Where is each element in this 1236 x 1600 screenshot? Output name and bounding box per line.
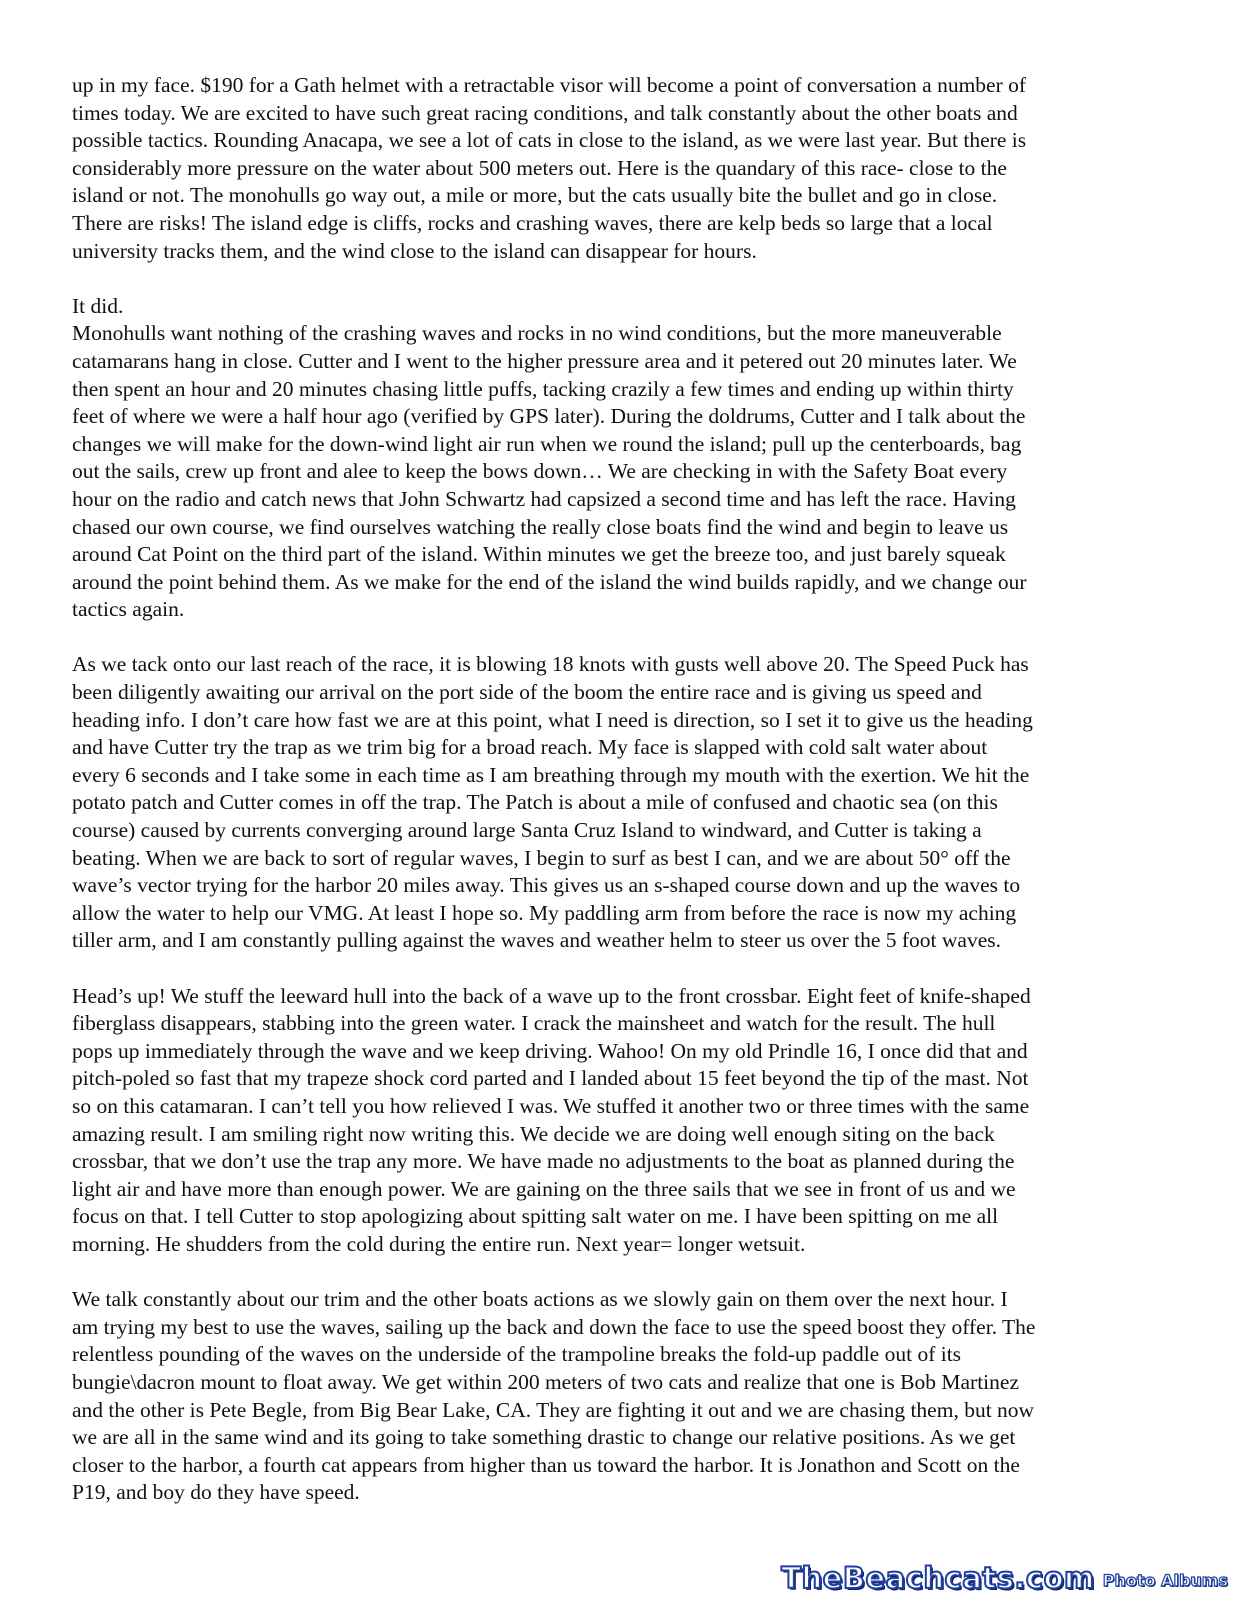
text-line: Monohulls want nothing of the crashing waves and rocks in no wind conditions, but the more maneuverable	[72, 321, 1002, 346]
text-line: course) caused by currents converging around large Santa Cruz Island to windward, and Cutter is taking a	[72, 818, 982, 843]
text-line: P19, and boy do they have speed.	[72, 1480, 360, 1505]
text-line: morning. He shudders from the cold during the entire run. Next year= longer wetsuit.	[72, 1231, 806, 1256]
text-line: hour on the radio and catch news that John Schwartz had capsized a second time and has left the race. Having	[72, 486, 1016, 511]
text-line: tactics again.	[72, 597, 185, 622]
text-line: relentless pounding of the waves on the underside of the trampoline breaks the fold-up paddle out of its	[72, 1342, 962, 1367]
text-line: catamarans hang in close. Cutter and I went to the higher pressure area and it petered out 20 minutes later. We	[72, 348, 1017, 373]
text-line: It did.	[72, 293, 124, 318]
text-line: out the sails, crew up front and alee to keep the bows down… We are checking in with the Safety Boat every	[72, 459, 1008, 484]
paragraph	[72, 1286, 1172, 1507]
text-line: chased our own course, we find ourselves watching the really close boats find the wind and begin to leave us	[72, 514, 1009, 539]
text-line: beating. When we are back to sort of regular waves, I begin to surf as best I can, and we are about 50° off the	[72, 845, 1011, 870]
text-line: focus on that. I tell Cutter to stop apologizing about spitting salt water on me. I have been spitting on me all	[72, 1204, 999, 1229]
text-line: every 6 seconds and I take some in each time as I am breathing through my mouth with the exertion. We hit the	[72, 762, 1030, 787]
watermark-site-name[interactable]: TheBeachcats.com	[781, 1561, 1095, 1595]
text-line: There are risks! The island edge is cliffs, rocks and crashing waves, there are kelp beds so large that a local	[72, 210, 993, 235]
text-line: considerably more pressure on the water about 500 meters out. Here is the quandary of this race- close to the	[72, 155, 1007, 180]
paragraph	[72, 293, 1172, 321]
text-line: then spent an hour and 20 minutes chasing little puffs, tacking crazily a few times and ending up within thirty	[72, 376, 1014, 401]
text-line: crossbar, that we don’t use the trap any more. We have made no adjustments to the boat as planned during the	[72, 1149, 1015, 1174]
text-line: changes we will make for the down-wind light air run when we round the island; pull up the centerboards, bag	[72, 431, 1022, 456]
text-line: heading info. I don’t care how fast we are at this point, what I need is direction, so I set it to give us the heading	[72, 707, 1033, 732]
text-line: up in my face. $190 for a Gath helmet with a retractable visor will become a point of conversation a number of	[72, 73, 1027, 97]
text-line: pitch-poled so fast that my trapeze shock cord parted and I landed about 15 feet beyond the tip of the mast. Not	[72, 1066, 1029, 1091]
text-line: we are all in the same wind and its going to take something drastic to change our relative positions. As we get	[72, 1425, 1016, 1450]
text-line: around Cat Point on the third part of the island. Within minutes we get the breeze too, and just barely squeak	[72, 542, 1006, 567]
text-line: closer to the harbor, a fourth cat appears from higher than us toward the harbor. It is Jonathon and Scott on the	[72, 1452, 1020, 1477]
text-line: so on this catamaran. I can’t tell you how relieved I was. We stuffed it another two or three times with the same	[72, 1093, 1030, 1118]
watermark-photo-albums-label[interactable]: Photo Albums	[1102, 1571, 1228, 1590]
text-line: been diligently awaiting our arrival on the port side of the boom the entire race and is giving us speed and	[72, 680, 982, 705]
text-line: and have Cutter try the trap as we trim big for a broad reach. My face is slapped with cold salt water about	[72, 735, 988, 760]
text-line: potato patch and Cutter comes in off the trap. The Patch is about a mile of confused and chaotic sea (on this	[72, 790, 998, 815]
text-line: possible tactics. Rounding Anacapa, we see a lot of cats in close to the island, as we were last year. But there is	[72, 128, 1027, 153]
text-line: Head’s up! We stuff the leeward hull into the back of a wave up to the front crossbar. Eight feet of knife-shaped	[72, 983, 1031, 1008]
text-line: university tracks them, and the wind close to the island can disappear for hours.	[72, 238, 757, 263]
text-line: around the point behind them. As we make for the end of the island the wind builds rapidly, and we change our	[72, 569, 1027, 594]
text-line: As we tack onto our last reach of the race, it is blowing 18 knots with gusts well above 20. The Speed Puck has	[72, 652, 1029, 677]
text-line: bungie\dacron mount to float away. We get within 200 meters of two cats and realize that one is Bob Martinez	[72, 1369, 1019, 1394]
text-line: pops up immediately through the wave and we keep driving. Wahoo! On my old Prindle 16, I once did that and	[72, 1038, 1028, 1063]
text-line: tiller arm, and I am constantly pulling against the waves and weather helm to steer us over the 5 foot waves.	[72, 928, 1002, 953]
document-page	[72, 72, 1172, 1534]
text-line: fiberglass disappears, stabbing into the green water. I crack the mainsheet and watch for the result. The hull	[72, 1011, 996, 1036]
text-line: allow the water to help our VMG. At least I hope so. My paddling arm from before the race is now my aching	[72, 900, 1017, 925]
text-line: wave’s vector trying for the harbor 20 miles away. This gives us an s-shaped course down and up the waves to	[72, 873, 1021, 898]
text-line: light air and have more than enough power. We are gaining on the three sails that we see in front of us and we	[72, 1176, 1016, 1201]
text-line: times today. We are excited to have such great racing conditions, and talk constantly about the other boats and	[72, 100, 1018, 125]
text-line: amazing result. I am smiling right now writing this. We decide we are doing well enough siting on the back	[72, 1121, 995, 1146]
paragraph	[72, 320, 1172, 624]
text-line: and the other is Pete Begle, from Big Bear Lake, CA. They are fighting it out and we are chasing them, but now	[72, 1397, 1035, 1422]
text-line: island or not. The monohulls go way out, a mile or more, but the cats usually bite the bullet and go in close.	[72, 183, 998, 208]
text-line: We talk constantly about our trim and the other boats actions as we slowly gain on them over the next hour. I	[72, 1287, 1008, 1312]
paragraph	[72, 72, 1172, 265]
text-line: am trying my best to use the waves, sailing up the back and down the face to use the speed boost they offer. The	[72, 1314, 1036, 1339]
paragraph	[72, 651, 1172, 955]
paragraph	[72, 983, 1172, 1259]
site-watermark[interactable]	[781, 1560, 1228, 1594]
text-line: feet of where we were a half hour ago (verified by GPS later). During the doldrums, Cutter and I talk about the	[72, 404, 1026, 429]
